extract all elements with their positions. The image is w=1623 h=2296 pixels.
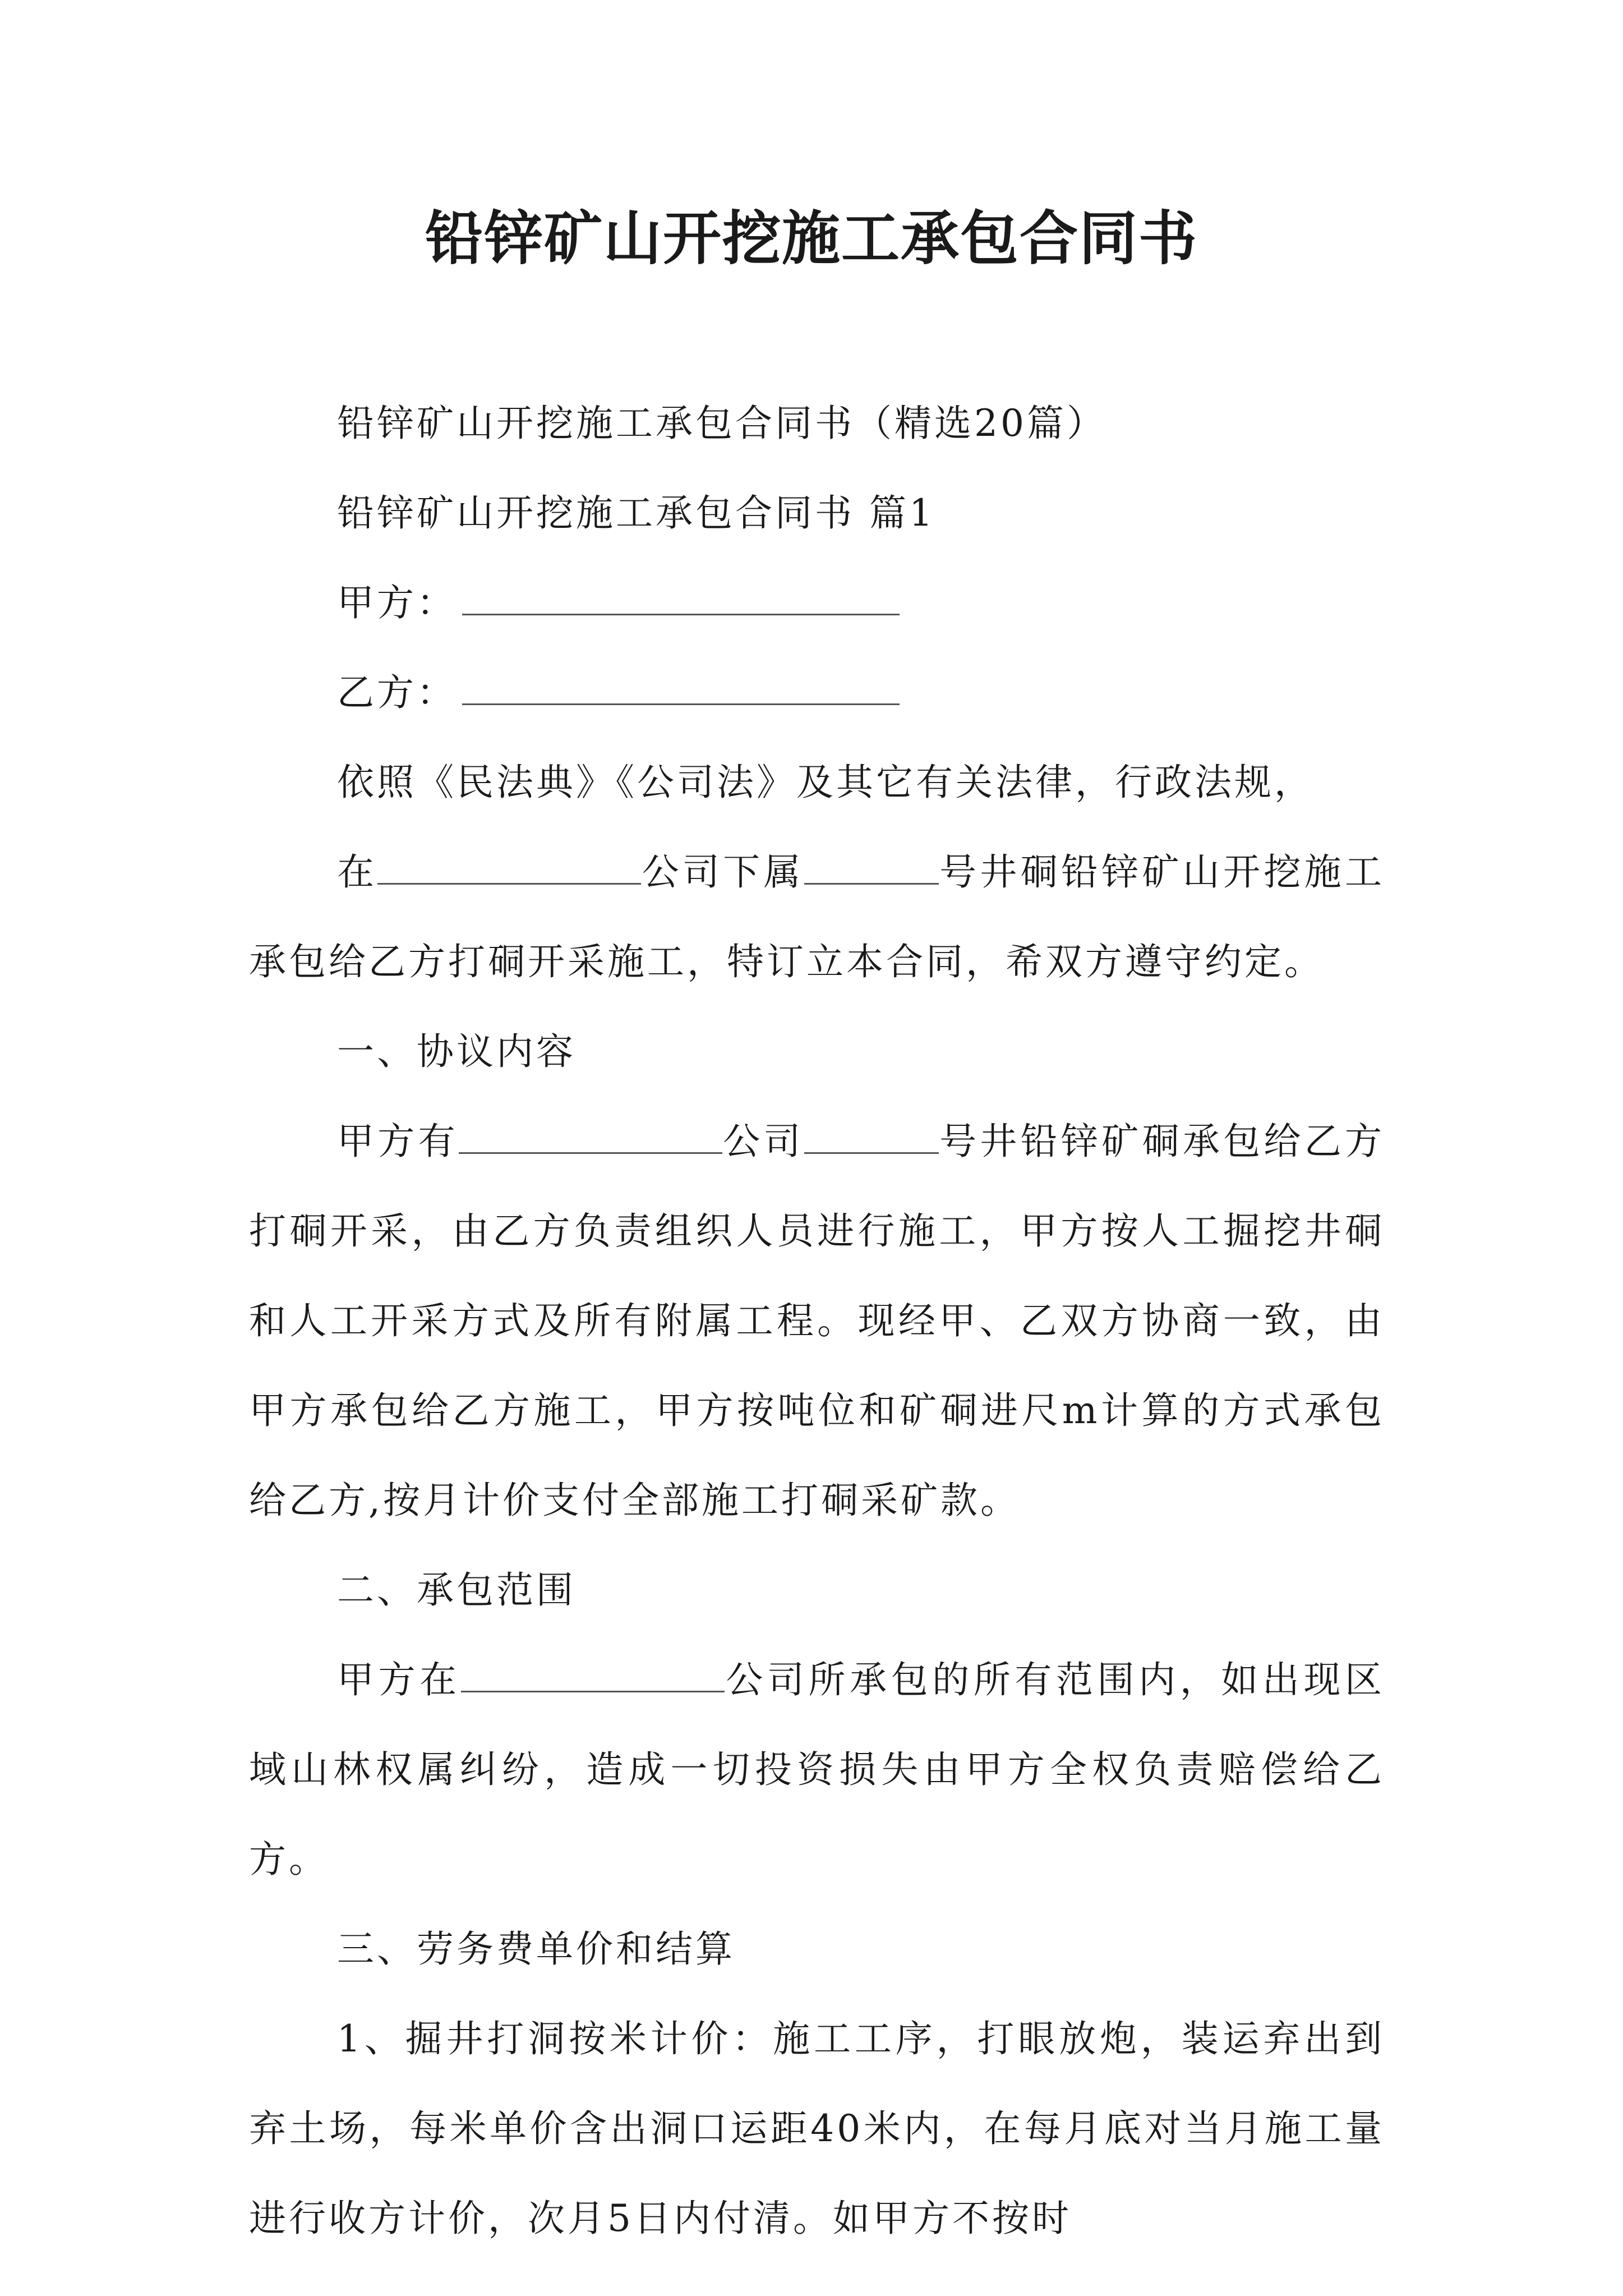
text-segment: 在 — [337, 850, 378, 894]
paragraph-collection-title: 铅锌矿山开挖施工承包合同书（精选20篇） — [337, 402, 1106, 445]
party-a-blank — [462, 581, 900, 615]
text-segment: 号井硐铅锌矿山开挖施工承包给乙方打硐开采施工，特订立本合同，希双方遵守约定。 — [249, 850, 1385, 983]
paragraph-article-heading: 铅锌矿山开挖施工承包合同书 篇1 — [337, 491, 935, 535]
text-segment: 公司 — [722, 1120, 804, 1163]
text-segment: 公司下属 — [641, 850, 804, 894]
party-b-label: 乙方： — [337, 671, 457, 714]
paragraph-agreement-content — [249, 1097, 1385, 1545]
company-blank — [459, 1120, 722, 1154]
paragraph-pricing-clause-1: 1、掘井打洞按米计价：施工工序，打眼放炮，装运弃出到弃土场，每米单价含出洞口运距40米内，在每月底对当月施工量进行收方计价，次月5日内付清。如甲方不按时 — [249, 2017, 1385, 2240]
paragraph-scope — [249, 1635, 1385, 1904]
party-b-blank — [462, 671, 900, 705]
well-number-blank — [804, 1120, 939, 1154]
party-b-line — [249, 648, 1385, 738]
text-segment: 号井铅锌矿硐承包给乙方打硐开采，由乙方负责组织人员进行施工，甲方按人工掘挖井硐和人工开采方式及所有附属工程。现经甲、乙双方协商一致，由甲方承包给乙方施工，甲方按吨位和矿硐进尺m计算的方式承包给乙方,按月计价支付全部施工打硐采矿款。 — [249, 1120, 1385, 1522]
document-body — [249, 379, 1385, 2263]
company-blank — [377, 850, 641, 885]
paragraph-legal-basis: 依照《民法典》《公司法》及其它有关法律，行政法规， — [337, 761, 1314, 804]
party-a-label: 甲方： — [337, 581, 457, 624]
party-a-line — [249, 558, 1385, 648]
paragraph-purpose — [249, 827, 1385, 1007]
document-title: 铅锌矿山开挖施工承包合同书 — [425, 204, 1198, 273]
text-segment: 甲方有 — [337, 1120, 459, 1163]
text-segment: 甲方在 — [337, 1658, 461, 1701]
section-heading-scope: 二、承包范围 — [337, 1568, 576, 1612]
company-blank — [461, 1658, 725, 1692]
section-heading-pricing: 三、劳务费单价和结算 — [337, 1927, 735, 1971]
text-segment: 公司所承包的所有范围内，如出现区域山林权属纠纷，造成一切投资损失由甲方全权负责赔偿给乙方。 — [249, 1658, 1385, 1881]
section-heading-agreement: 一、协议内容 — [337, 1030, 576, 1073]
well-number-blank — [804, 850, 939, 885]
